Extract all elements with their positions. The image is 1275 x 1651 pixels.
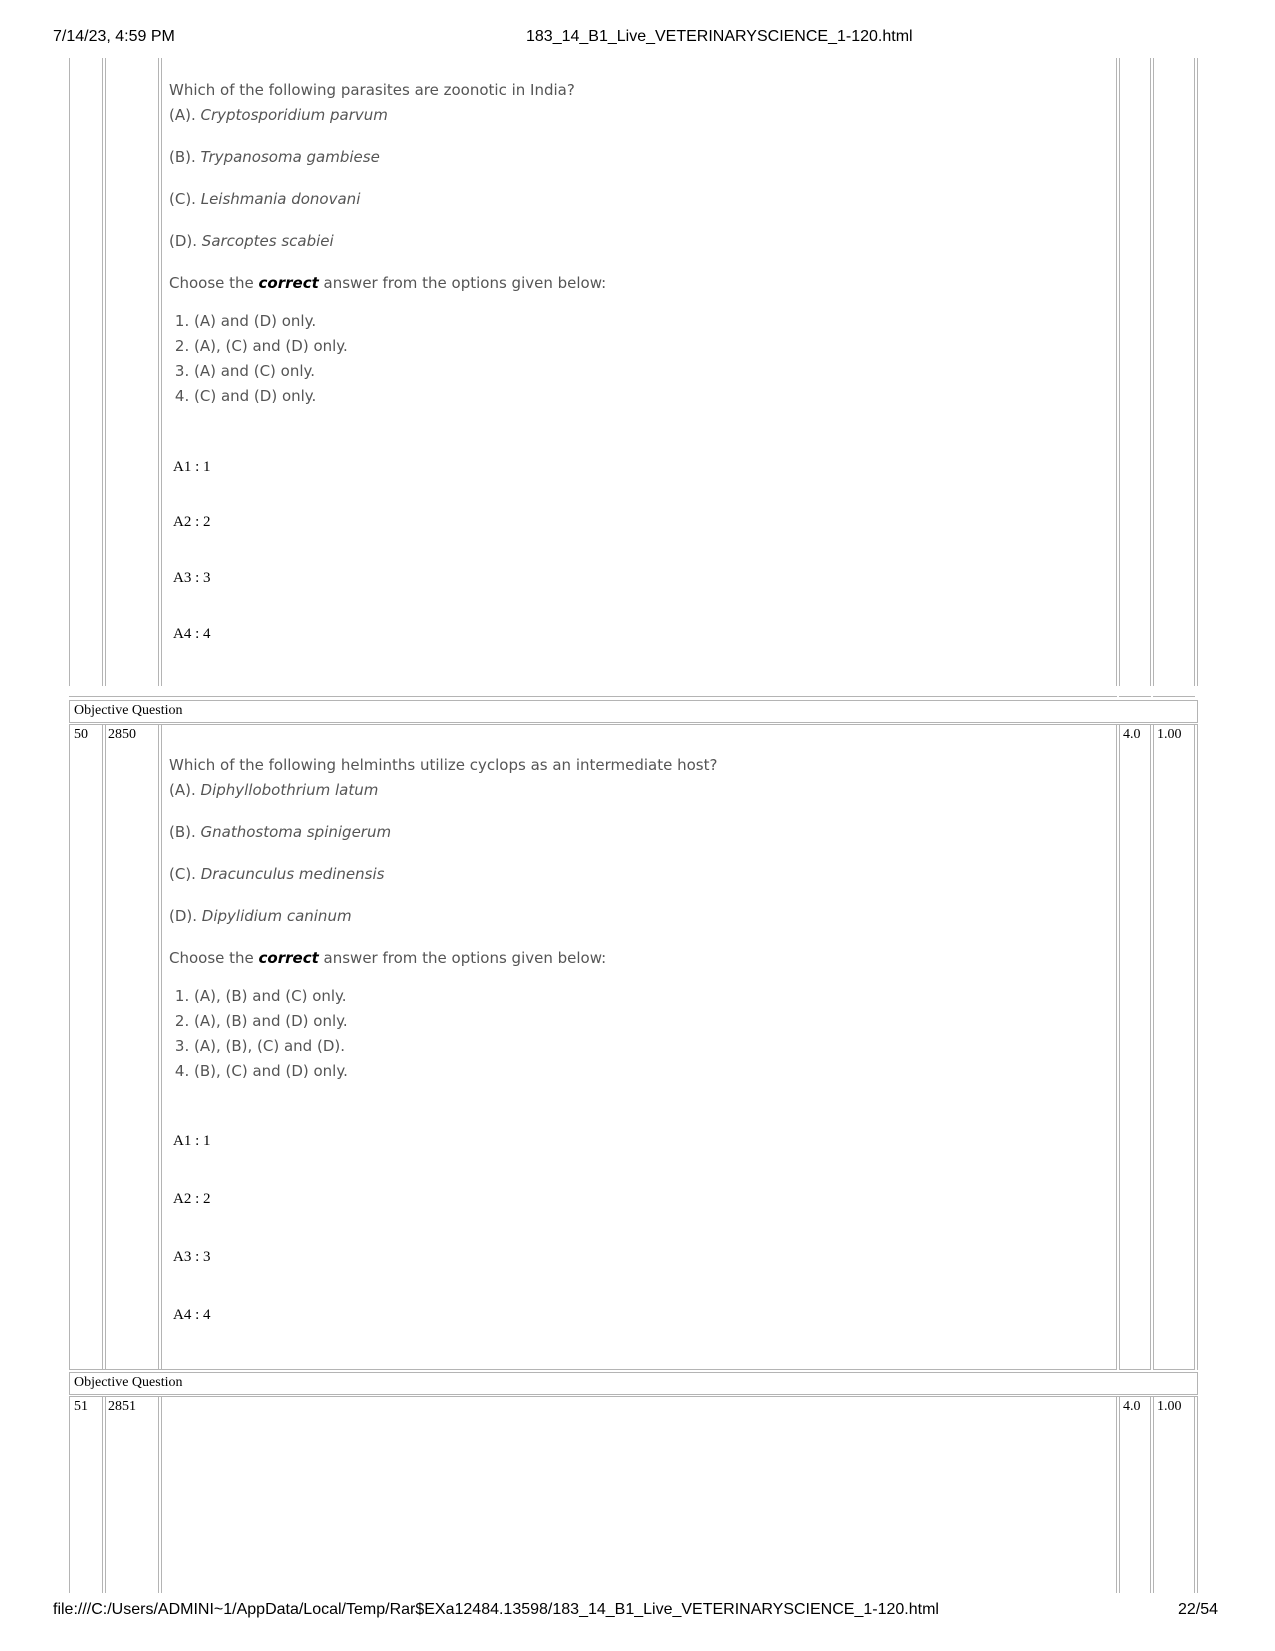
question-49-body — [169, 78, 1049, 409]
question-id: 2851 — [108, 1399, 136, 1414]
option-b: (B). Gnathostoma spinigerum — [169, 823, 392, 841]
choice-2: 2. (A), (B) and (D) only. — [194, 1009, 1049, 1034]
option-c: (C). Leishmania donovani — [169, 190, 361, 208]
answer-a2: A2 : 2 — [173, 1191, 211, 1207]
answer-a4: A4 : 4 — [173, 1307, 211, 1323]
section-label: Objective Question — [74, 1375, 183, 1390]
answer-choices — [169, 984, 1049, 1084]
option-d: (D). Dipylidium caninum — [169, 907, 352, 925]
question-stem: Which of the following parasites are zoonotic in India? — [169, 81, 575, 99]
choice-4: 4. (C) and (D) only. — [194, 384, 1049, 409]
answer-a2: A2 : 2 — [173, 514, 211, 530]
choose-instruction: Choose the correct answer from the options given below: — [169, 949, 607, 967]
choose-instruction: Choose the correct answer from the options given below: — [169, 274, 607, 292]
answer-choices — [169, 309, 1049, 409]
choice-1: 1. (A), (B) and (C) only. — [194, 984, 1049, 1009]
answer-a4: A4 : 4 — [173, 626, 211, 642]
negative-marks: 1.00 — [1157, 727, 1182, 742]
option-a: (A). Cryptosporidium parvum — [169, 106, 388, 124]
print-file-path: file:///C:/Users/ADMINI~1/AppData/Local/Temp/Rar$EXa12484.13598/183_14_B1_Live_VETERINARYSCIENCE_1-120.html — [53, 1601, 939, 1618]
print-page-number: 22/54 — [1178, 1601, 1219, 1618]
answer-a1: A1 : 1 — [173, 459, 211, 475]
question-stem: Which of the following helminths utilize cyclops as an intermediate host? — [169, 756, 718, 774]
answer-a1: A1 : 1 — [173, 1133, 211, 1149]
negative-marks: 1.00 — [1157, 1399, 1182, 1414]
marks: 4.0 — [1123, 727, 1141, 742]
answer-a3: A3 : 3 — [173, 1249, 211, 1265]
question-50-body — [169, 753, 1049, 1084]
choice-4: 4. (B), (C) and (D) only. — [194, 1059, 1049, 1084]
option-d: (D). Sarcoptes scabiei — [169, 232, 334, 250]
option-c: (C). Dracunculus medinensis — [169, 865, 385, 883]
option-a: (A). Diphyllobothrium latum — [169, 781, 379, 799]
print-datetime: 7/14/23, 4:59 PM — [53, 28, 175, 45]
section-label: Objective Question — [74, 703, 183, 718]
question-id: 2850 — [108, 727, 136, 742]
answer-a3: A3 : 3 — [173, 570, 211, 586]
choice-3: 3. (A), (B), (C) and (D). — [194, 1034, 1049, 1059]
serial-number: 51 — [74, 1399, 88, 1414]
choice-3: 3. (A) and (C) only. — [194, 359, 1049, 384]
choice-1: 1. (A) and (D) only. — [194, 309, 1049, 334]
serial-number: 50 — [74, 727, 88, 742]
choice-2: 2. (A), (C) and (D) only. — [194, 334, 1049, 359]
marks: 4.0 — [1123, 1399, 1141, 1414]
print-title: 183_14_B1_Live_VETERINARYSCIENCE_1-120.html — [526, 28, 913, 45]
option-b: (B). Trypanosoma gambiese — [169, 148, 380, 166]
